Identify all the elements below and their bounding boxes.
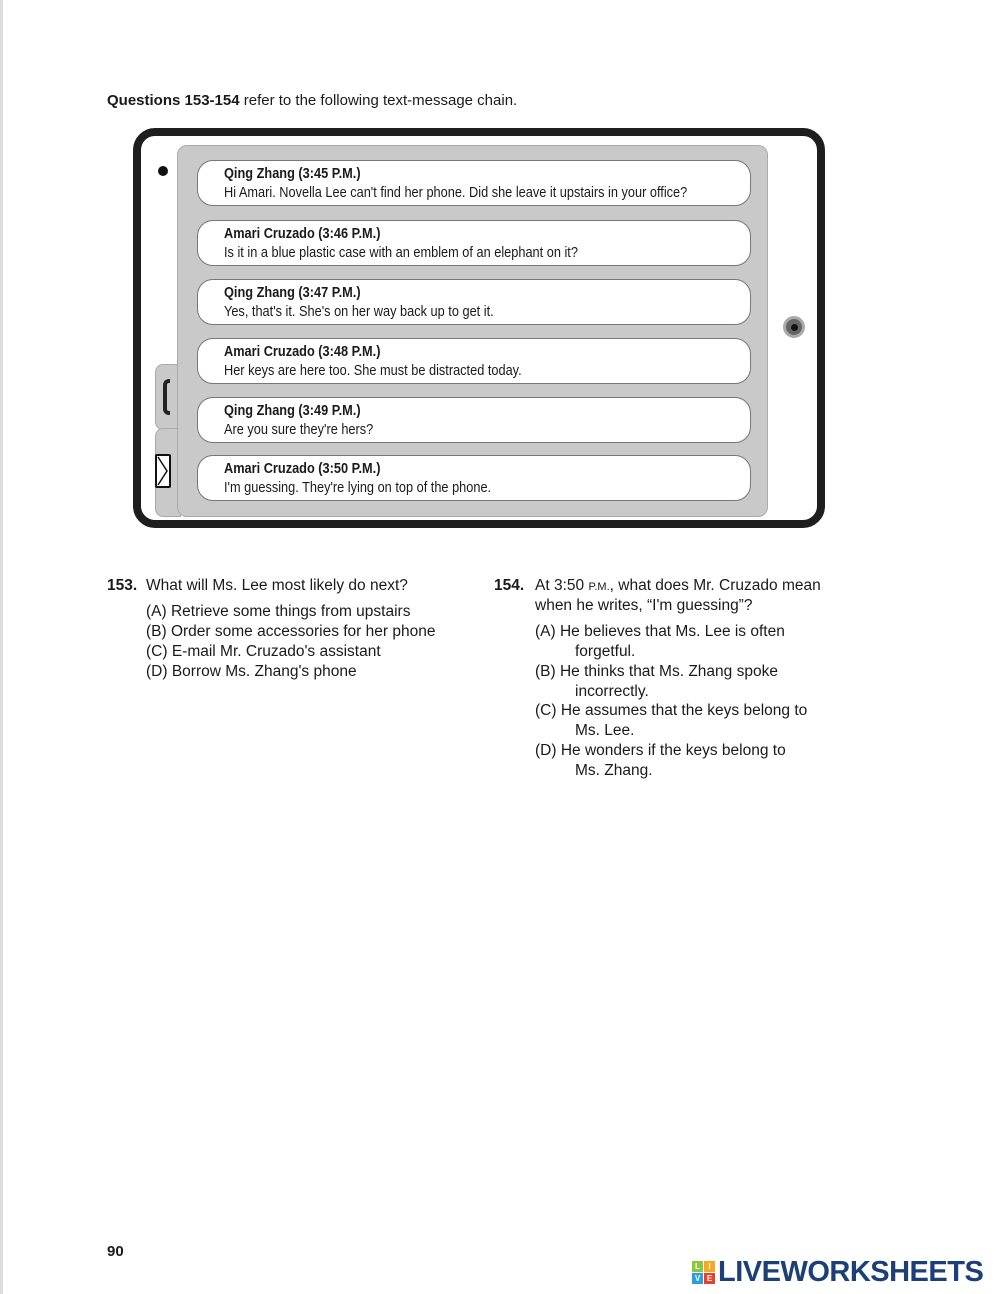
question-number: 154.: [494, 577, 525, 594]
answer-option[interactable]: (C) E-mail Mr. Cruzado's assistant: [146, 643, 381, 660]
answer-option-cont: incorrectly.: [575, 683, 649, 700]
question-text: [535, 576, 821, 597]
question-range: Questions 153-154: [107, 92, 240, 109]
message-bubble: [197, 160, 751, 206]
message-bubble: [197, 220, 751, 266]
page-number: 90: [107, 1243, 124, 1260]
answer-option[interactable]: (B) He thinks that Ms. Zhang spoke: [535, 663, 778, 680]
phone-icon: [163, 379, 170, 415]
message-text: Her keys are here too. She must be distracted today.: [224, 363, 522, 379]
message-sender: Amari Cruzado (3:50 P.M.): [224, 461, 381, 477]
message-text: Are you sure they're hers?: [224, 422, 374, 438]
message-bubble: [197, 279, 751, 325]
question-text-line2: when he writes, “I'm guessing”?: [535, 597, 753, 614]
envelope-icon: [155, 454, 171, 488]
message-text: Is it in a blue plastic case with an emblem of an elephant on it?: [224, 245, 578, 261]
answer-option[interactable]: (B) Order some accessories for her phone: [146, 623, 436, 640]
message-bubble: [197, 455, 751, 501]
instructions-text: refer to the following text-message chain.: [239, 92, 518, 109]
message-text: Hi Amari. Novella Lee can't find her phone. Did she leave it upstairs in your office?: [224, 185, 688, 201]
answer-option[interactable]: (A) Retrieve some things from upstairs: [146, 603, 411, 620]
logo-letter: L: [692, 1261, 703, 1272]
answer-option[interactable]: (D) He wonders if the keys belong to: [535, 742, 786, 759]
answer-option-cont: forgetful.: [575, 643, 636, 660]
message-sender: Qing Zhang (3:47 P.M.): [224, 285, 361, 301]
question-number: 153.: [107, 577, 138, 594]
logo-letter: E: [704, 1273, 715, 1284]
answer-option-cont: Ms. Lee.: [575, 722, 635, 739]
message-sender: Amari Cruzado (3:46 P.M.): [224, 226, 381, 242]
message-bubble: [197, 338, 751, 384]
liveworksheets-logo: [692, 1256, 983, 1289]
camera-icon: [158, 166, 168, 176]
logo-wordmark: LIVEWORKSHEETS: [718, 1256, 984, 1288]
home-button-icon: [783, 316, 805, 338]
question-text: What will Ms. Lee most likely do next?: [146, 577, 408, 594]
logo-letter: I: [704, 1261, 715, 1272]
question-time-suffix: P.M.: [588, 581, 610, 593]
instructions: [107, 92, 517, 109]
tablet-illustration: [133, 128, 825, 528]
message-sender: Amari Cruzado (3:48 P.M.): [224, 344, 381, 360]
logo-mark-icon: [692, 1261, 715, 1284]
message-bubble: [197, 397, 751, 443]
answer-option[interactable]: (A) He believes that Ms. Lee is often: [535, 623, 785, 640]
answer-option[interactable]: (C) He assumes that the keys belong to: [535, 702, 808, 719]
question-text-part: At 3:50: [535, 577, 589, 594]
page-edge: [0, 0, 3, 1294]
answer-option-cont: Ms. Zhang.: [575, 762, 653, 779]
message-sender: Qing Zhang (3:49 P.M.): [224, 403, 361, 419]
logo-letter: V: [692, 1273, 703, 1284]
message-text: Yes, that's it. She's on her way back up to get it.: [224, 304, 494, 320]
message-text: I'm guessing. They're lying on top of the phone.: [224, 480, 492, 496]
answer-option[interactable]: (D) Borrow Ms. Zhang's phone: [146, 663, 357, 680]
message-sender: Qing Zhang (3:45 P.M.): [224, 166, 361, 182]
question-text-part: , what does Mr. Cruzado mean: [609, 577, 821, 594]
